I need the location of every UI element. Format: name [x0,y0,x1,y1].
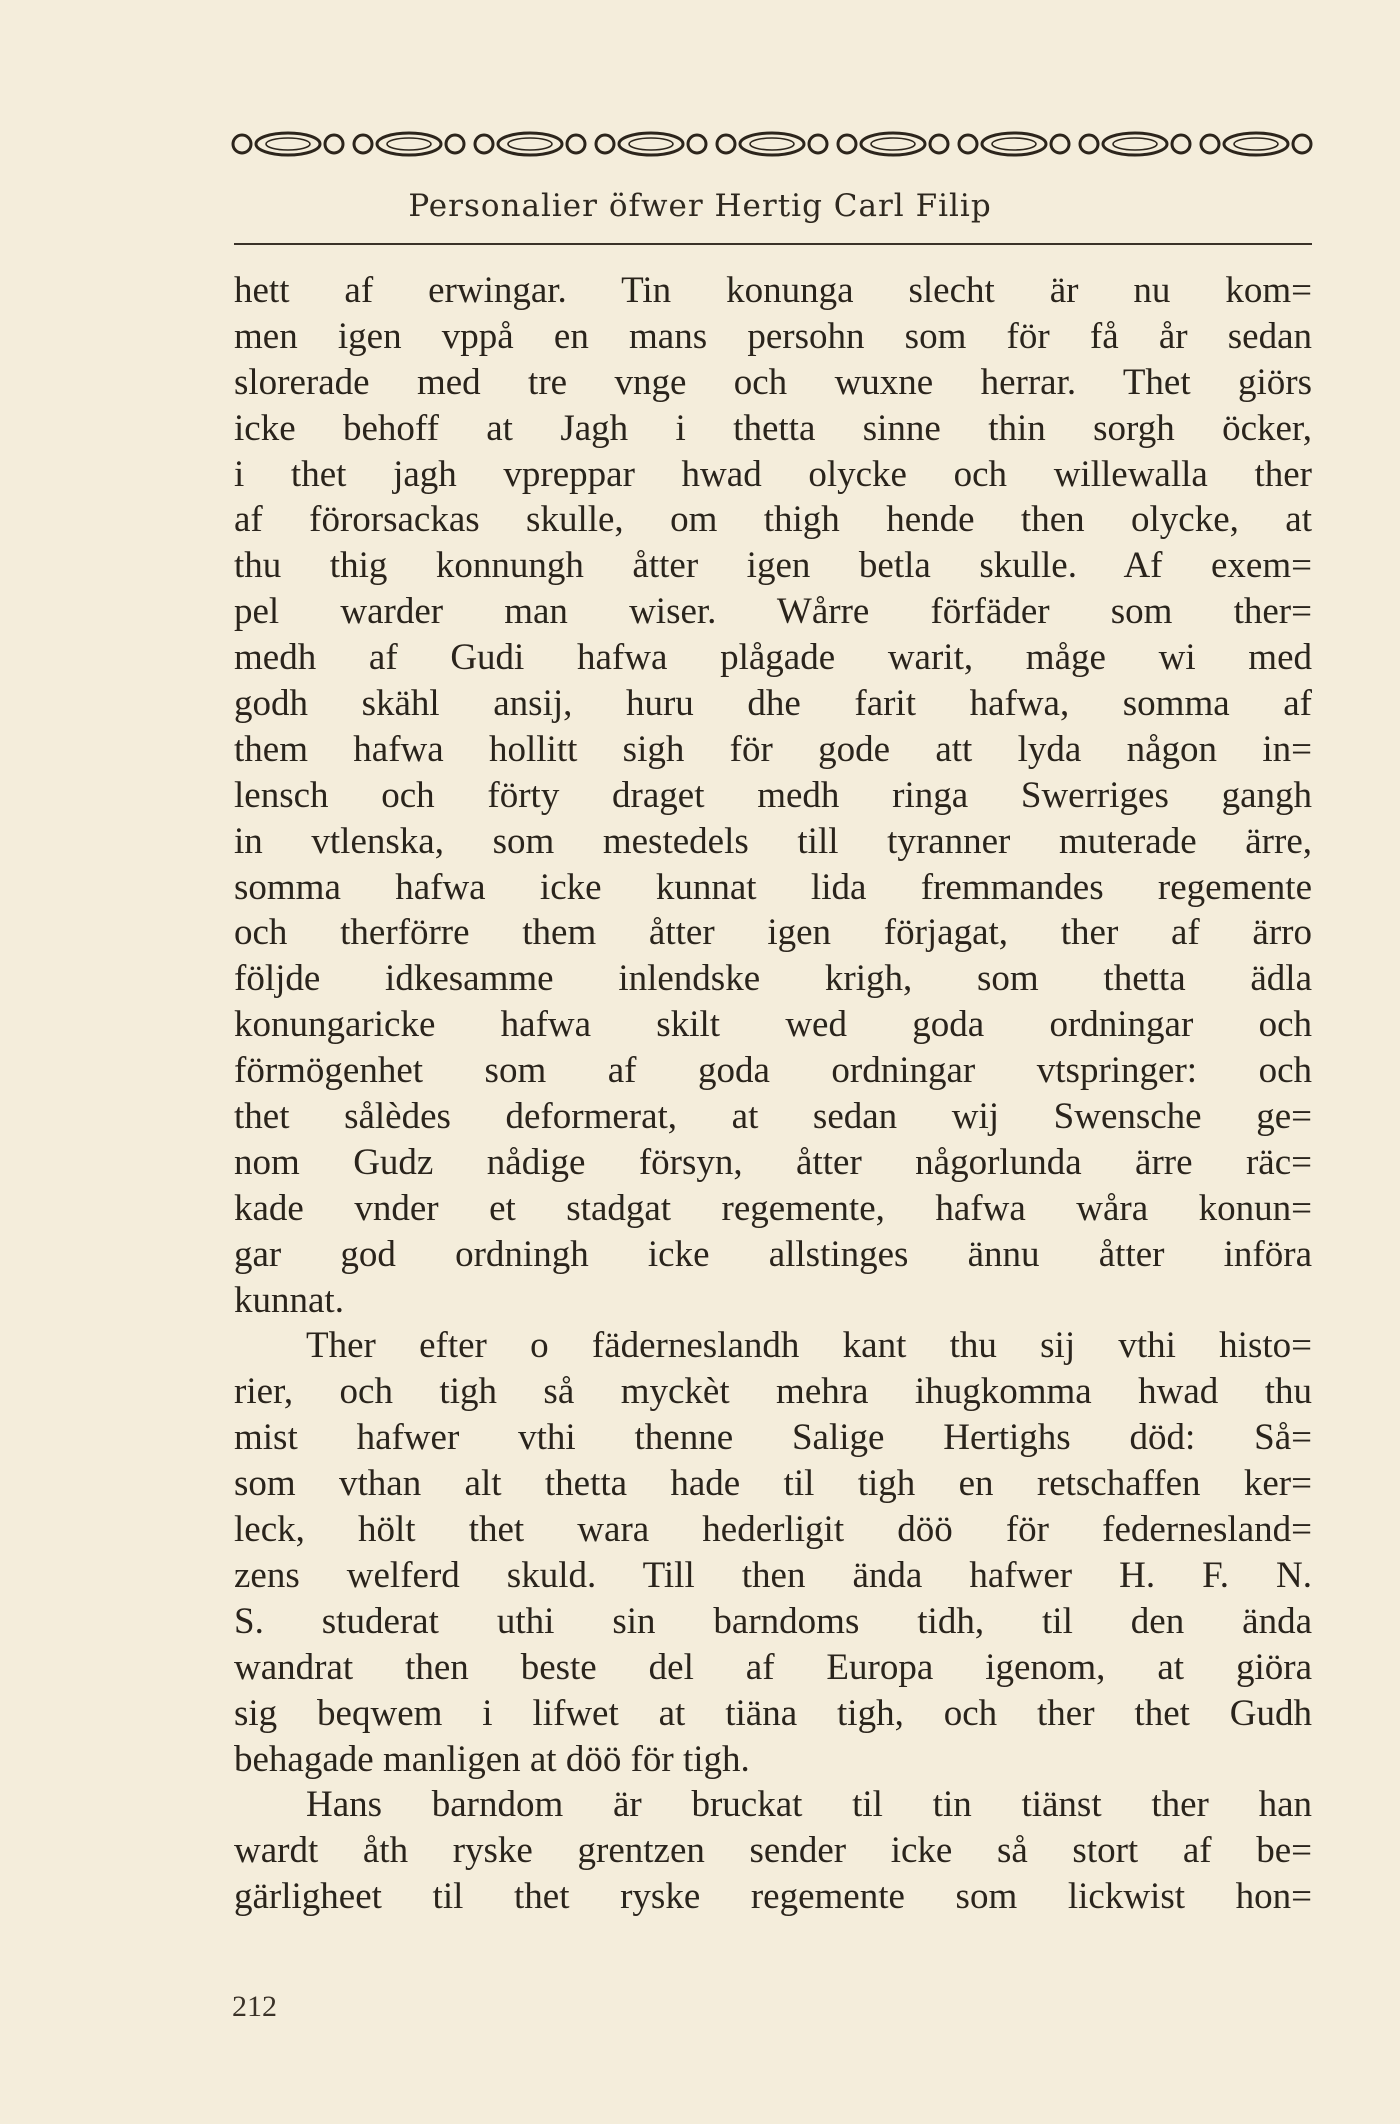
text-line: them hafwa hollitt sigh för gode att lyda någon in= [234,728,1312,770]
text-line: sig beqwem i lifwet at tiäna tigh, och ther thet Gudh [234,1692,1312,1734]
paragraph-start-line: Hans barndom är bruckat til tin tiänst ther han [306,1784,1312,1826]
text-line: wandrat then beste del af Europa igenom, at giöra [234,1646,1312,1688]
decorative-chain-border [228,126,1318,162]
text-line: pel warder man wiser. Wårre förfäder som ther= [234,591,1312,633]
text-line: medh af Gudi hafwa plågade warit, måge wi med [234,637,1312,679]
text-line: kunnat. [234,1279,344,1321]
text-line: slorerade med tre vnge och wuxne herrar. Thet giörs [234,361,1312,403]
text-line: somma hafwa icke kunnat lida fremmandes regemente [234,866,1312,908]
text-line: i thet jagh vpreppar hwad olycke och willewalla ther [234,453,1312,495]
text-line: som vthan alt thetta hade til tigh en retschaffen ker= [234,1463,1312,1505]
text-line: följde idkesamme inlendske krigh, som thetta ädla [234,958,1312,1000]
page-number: 212 [232,1990,277,2023]
text-line: wardt åth ryske grentzen sender icke så stort af be= [234,1830,1312,1872]
text-line: S. studerat uthi sin barndoms tidh, til den ända [234,1600,1312,1642]
text-line: icke behoff at Jagh i thetta sinne thin sorgh öcker, [234,407,1312,449]
text-line: thet sålèdes deformerat, at sedan wij Swensche ge= [234,1096,1312,1138]
header-rule [234,243,1312,245]
text-line: godh skähl ansij, huru dhe farit hafwa, somma af [234,683,1312,725]
text-line: gar god ordningh icke allstinges ännu åtter införa [234,1233,1312,1275]
text-line: hett af erwingar. Tin konunga slecht är nu kom= [234,270,1312,311]
text-line: lensch och förty draget medh ringa Swerriges gangh [234,774,1312,816]
text-line: men igen vppå en mans persohn som för få år sedan [234,315,1312,357]
text-line: och therförre them åtter igen förjagat, ther af ärro [234,912,1312,954]
text-line: af förorsackas skulle, om thigh hende then olycke, at [234,499,1312,541]
text-line: behagade manligen at döö för tigh. [234,1738,750,1780]
text-line: rier, och tigh så myckèt mehra ihugkomma hwad thu [234,1371,1312,1413]
text-line: konungaricke hafwa skilt wed goda ordningar och [234,1004,1312,1046]
text-line: leck, hölt thet wara hederligit döö för federnesland= [234,1509,1312,1551]
text-line: gärligheet til thet ryske regemente som lickwist hon= [234,1876,1312,1918]
paragraph-start-line: Ther efter o fäderneslandh kant thu sij vthi histo= [306,1325,1312,1367]
text-line: in vtlenska, som mestedels till tyranner muterade ärre, [234,820,1312,862]
body-text [234,268,1312,1920]
text-line: förmögenhet som af goda ordningar vtspringer: och [234,1050,1312,1092]
text-line: mist hafwer vthi thenne Salige Hertighs död: Så= [234,1417,1312,1459]
text-line: zens welferd skuld. Till then ända hafwer H. F. N. [234,1554,1312,1596]
text-line: kade vnder et stadgat regemente, hafwa wåra konun= [234,1187,1312,1229]
text-line: nom Gudz nådige försyn, åtter någorlunda ärre räc= [234,1141,1312,1183]
text-line: thu thig konnungh åtter igen betla skulle. Af exem= [234,545,1312,587]
running-head: Personalier öfwer Hertig Carl Filip [408,188,992,224]
